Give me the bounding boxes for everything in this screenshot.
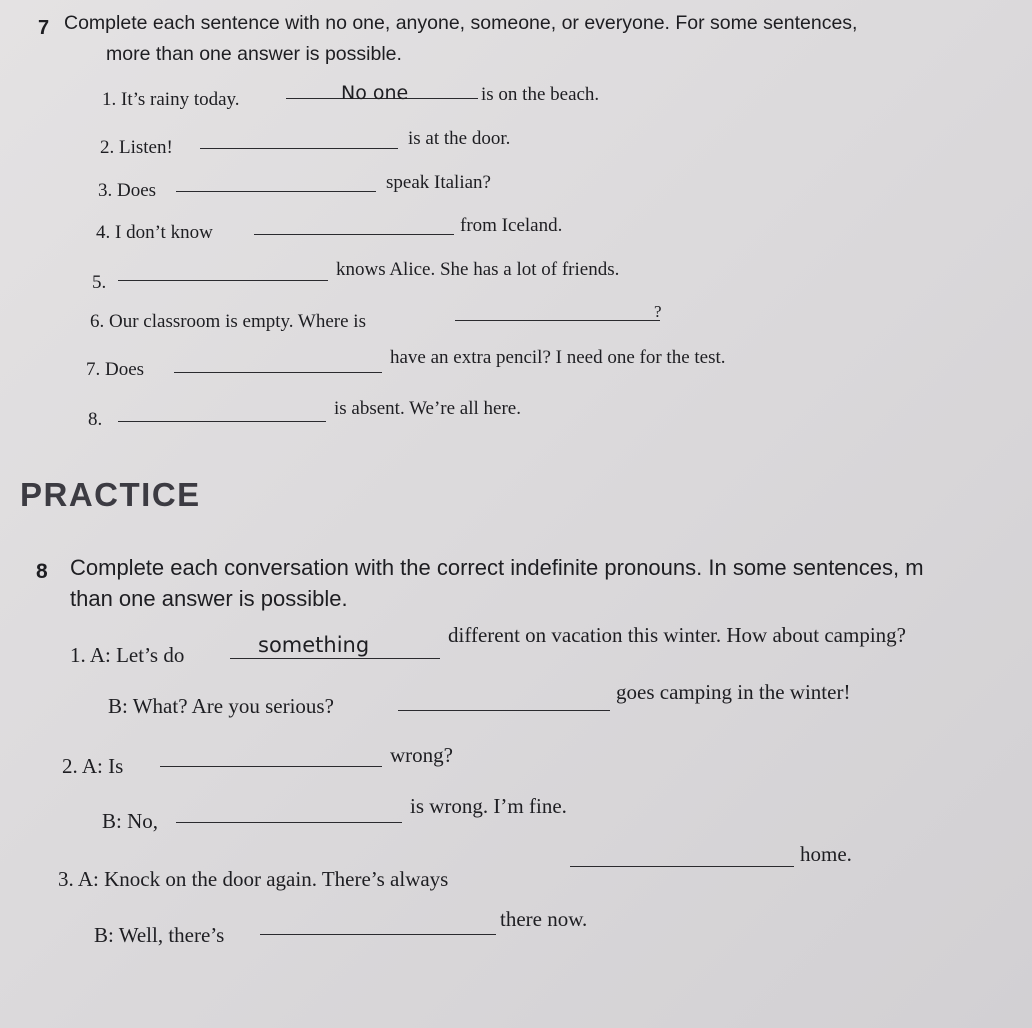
item-prompt: 3. Does xyxy=(98,180,157,201)
answer-blank[interactable] xyxy=(118,421,326,422)
answer-blank[interactable] xyxy=(455,320,660,321)
item-continuation: goes camping in the winter! xyxy=(616,680,851,704)
item-prompt: 2. Listen! xyxy=(100,137,173,158)
answer-blank[interactable] xyxy=(254,234,454,235)
item-prompt: B: No, xyxy=(102,809,159,833)
item-prompt: 3. A: Knock on the door again. There’s always xyxy=(58,867,449,891)
item-prompt: B: Well, there’s xyxy=(94,923,225,947)
item-continuation: is absent. We’re all here. xyxy=(334,398,521,419)
answer-blank[interactable] xyxy=(260,934,496,935)
handwritten-answer: something xyxy=(258,633,370,657)
item-continuation: ? xyxy=(654,302,662,321)
item-prompt: 8. xyxy=(88,409,103,430)
item-continuation: home. xyxy=(800,842,852,866)
answer-blank[interactable] xyxy=(398,710,610,711)
handwritten-answer: No one xyxy=(341,82,409,104)
item-prompt: 6. Our classroom is empty. Where is xyxy=(90,311,366,332)
item-continuation: different on vacation this winter. How about camping? xyxy=(448,623,906,647)
answer-blank[interactable] xyxy=(570,866,794,867)
item-continuation: is wrong. I’m fine. xyxy=(410,794,567,818)
item-continuation: from Iceland. xyxy=(460,215,563,236)
item-prompt: 7. Does xyxy=(86,359,145,380)
item-continuation: have an extra pencil? I need one for the test. xyxy=(390,347,726,368)
item-prompt: B: What? Are you serious? xyxy=(108,694,334,718)
exercise-7-number: 7 xyxy=(38,17,50,39)
exercise-8-number: 8 xyxy=(36,560,48,583)
exercise-8-instruction-line-1: Complete each conversation with the correct indefinite pronouns. In some sentences, m xyxy=(70,555,924,580)
item-prompt: 1. A: Let’s do xyxy=(70,643,185,667)
item-continuation: there now. xyxy=(500,907,588,931)
item-prompt: 2. A: Is xyxy=(62,754,124,778)
answer-blank[interactable] xyxy=(174,372,382,373)
item-continuation: speak Italian? xyxy=(386,172,491,193)
practice-heading: PRACTICE xyxy=(20,476,201,513)
item-prompt: 5. xyxy=(92,272,107,293)
exercise-7-instruction-line-2: more than one answer is possible. xyxy=(106,43,402,65)
answer-blank[interactable] xyxy=(118,280,328,281)
answer-blank[interactable] xyxy=(230,658,440,659)
item-continuation: knows Alice. She has a lot of friends. xyxy=(336,259,620,280)
item-continuation: is at the door. xyxy=(408,128,511,149)
item-continuation: is on the beach. xyxy=(481,84,600,105)
item-prompt: 4. I don’t know xyxy=(96,222,213,243)
exercise-8-instruction-line-2: than one answer is possible. xyxy=(70,586,348,611)
answer-blank[interactable] xyxy=(160,766,382,767)
item-prompt: 1. It’s rainy today. xyxy=(102,89,240,110)
answer-blank[interactable] xyxy=(176,191,376,192)
item-continuation: wrong? xyxy=(390,743,453,767)
answer-blank[interactable] xyxy=(200,148,398,149)
exercise-7-instruction-line-1: Complete each sentence with no one, anyone, someone, or everyone. For some sentences, xyxy=(64,12,858,34)
answer-blank[interactable] xyxy=(176,822,402,823)
